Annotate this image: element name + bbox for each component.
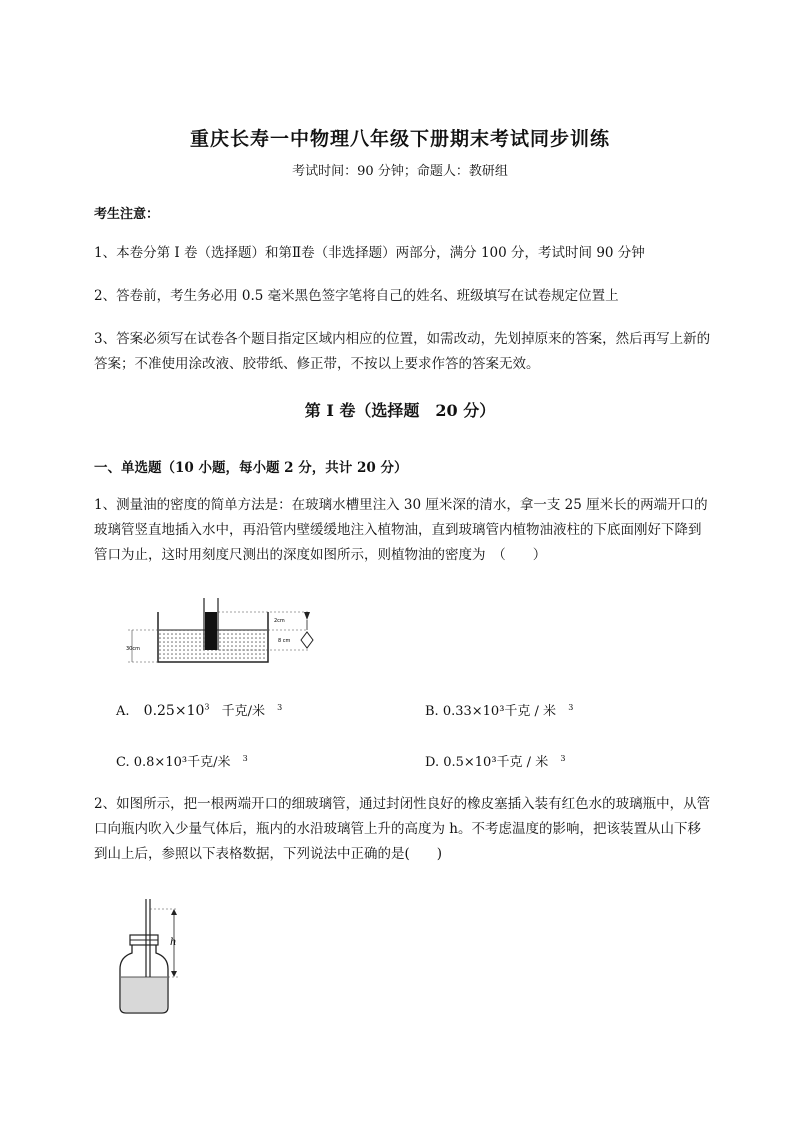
option-b-exp: 3: [568, 702, 574, 712]
option-a-unit: 千克/米: [221, 704, 266, 719]
exam-info: 考试时间：90 分钟；命题人：教研组: [292, 164, 508, 179]
notice-heading: 考生注意：: [94, 207, 160, 222]
option-a-exp: 3: [204, 702, 210, 712]
option-d-exp: 3: [560, 753, 566, 763]
oil-tube-figure: [118, 592, 328, 668]
section-title: 第 I 卷（选择题 20 分）: [304, 401, 496, 420]
notice-item-2: 2、答卷前，考生务必用 0.5 毫米黑色签字笔将自己的姓名、班级填写在试卷规定位置上: [94, 288, 619, 304]
option-a-unit-exp: 3: [277, 702, 283, 712]
bottle-figure: [112, 895, 192, 1017]
figure-label-8cm: 8 cm: [278, 638, 291, 644]
option-c-text: C. 0.8×10³千克/米: [116, 755, 231, 770]
option-d-text: D. 0.5×10³千克 / 米: [425, 755, 549, 770]
option-c-exp: 3: [242, 753, 248, 763]
question-1-text: 1、测量油的密度的简单方法是：在玻璃水槽里注入 30 厘米深的清水，拿一支 25 厘米长的两端开口的玻璃管竖直地插入水中，再沿管内壁缓缓地注入植物油，直到玻璃管内植物油液柱的下底面刚好下降到管口为止，这时用刻度尺测出的深度如图所示，则植物油的密度为 （ ）: [94, 497, 708, 563]
question-2-text: 2、如图所示，把一根两端开口的细玻璃管，通过封闭性良好的橡皮塞插入装有红色水的玻璃瓶中，从管口向瓶内吹入少量气体后，瓶内的水沿玻璃管上升的高度为 h。不考虑温度的影响，把该装置从山下移到山上后，参照以下表格数据，下列说法中正确的是( ): [94, 796, 711, 862]
page-title: 重庆长寿一中物理八年级下册期末考试同步训练: [189, 128, 610, 150]
option-a-value: 0.25×10: [143, 703, 205, 719]
option-d[interactable]: [425, 751, 565, 770]
option-c[interactable]: [116, 751, 248, 770]
notice-item-3: 3、答案必须写在试卷各个题目指定区域内相应的位置，如需改动，先划掉原来的答案，然后再写上新的答案；不准使用涂改液、胶带纸、修正带，不按以上要求作答的答案无效。: [94, 331, 711, 372]
option-a-letter: A.: [116, 704, 130, 719]
figure-label-30cm: 30cm: [126, 646, 140, 652]
figure-label-2cm: 2cm: [274, 618, 285, 624]
option-a[interactable]: [116, 700, 282, 719]
figure-label-h: h: [170, 937, 177, 948]
option-b[interactable]: [425, 700, 573, 719]
option-b-text: B. 0.33×10³千克 / 米: [425, 704, 557, 719]
notice-item-1: 1、本卷分第 I 卷（选择题）和第Ⅱ卷（非选择题）两部分，满分 100 分，考试时间 90 分钟: [94, 245, 645, 261]
mc-heading: 一、单选题（10 小题，每小题 2 分，共计 20 分）: [94, 460, 408, 476]
